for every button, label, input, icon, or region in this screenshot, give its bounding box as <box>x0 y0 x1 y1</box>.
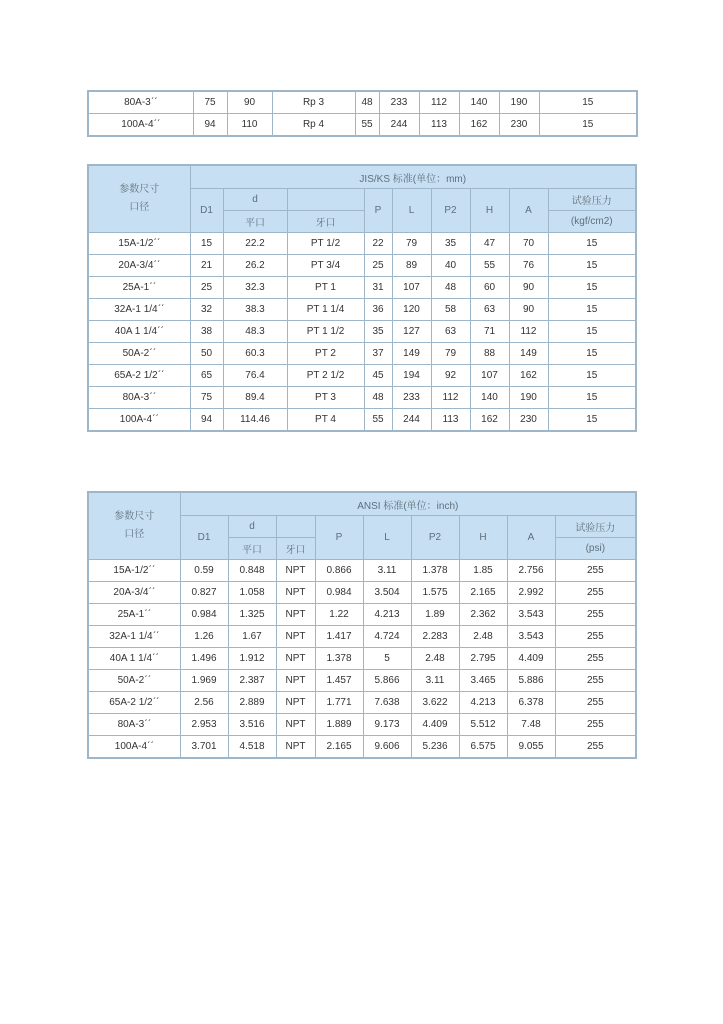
table-cell: 32 <box>190 299 223 321</box>
table-cell: PT 2 <box>287 343 364 365</box>
table-cell: 3.701 <box>180 736 228 759</box>
table-row <box>88 736 636 759</box>
col-test-pressure: 试验压力 <box>555 516 636 538</box>
table-row <box>88 91 637 114</box>
table-cell: 162 <box>459 114 499 137</box>
row-size-cell: 32A-1 1/4ˊˊ <box>88 626 180 648</box>
table-cell: 55 <box>364 409 392 432</box>
table-cell: 255 <box>555 736 636 759</box>
table-cell: 1.058 <box>228 582 276 604</box>
table-cell: 3.11 <box>363 560 411 582</box>
table-cell: 25 <box>364 255 392 277</box>
col-d-thread: 牙口 <box>287 211 364 233</box>
row-size-cell: 65A-2 1/2ˊˊ <box>88 692 180 714</box>
table-cell: 21 <box>190 255 223 277</box>
table-cell: 127 <box>392 321 431 343</box>
col-d-spacer <box>287 189 364 211</box>
table-cell: 255 <box>555 604 636 626</box>
col-d-spacer <box>276 516 315 538</box>
table-cell: 15 <box>190 233 223 255</box>
table-row <box>88 648 636 670</box>
table-cell: 7.48 <box>507 714 555 736</box>
table-cell: 2.992 <box>507 582 555 604</box>
table-cell: 2.48 <box>411 648 459 670</box>
table-cell: 75 <box>190 387 223 409</box>
table-cell: 55 <box>355 114 379 137</box>
table-cell: 0.984 <box>180 604 228 626</box>
size-header <box>88 165 190 233</box>
table-cell: 4.518 <box>228 736 276 759</box>
table-cell: 255 <box>555 714 636 736</box>
table-cell: 162 <box>470 409 509 432</box>
table-cell: 1.889 <box>315 714 363 736</box>
table-cell: 3.11 <box>411 670 459 692</box>
table-cell: 4.409 <box>507 648 555 670</box>
table-cell: 2.756 <box>507 560 555 582</box>
table-cell: 65 <box>190 365 223 387</box>
col-test-pressure: 试验压力 <box>548 189 636 211</box>
table-cell: 1.912 <box>228 648 276 670</box>
table-cell: 90 <box>227 91 272 114</box>
table-cell: 79 <box>431 343 470 365</box>
table-cell: 149 <box>509 343 548 365</box>
table-cell: 35 <box>364 321 392 343</box>
table-cell: 5.236 <box>411 736 459 759</box>
table-cell: 2.283 <box>411 626 459 648</box>
table-cell: 0.827 <box>180 582 228 604</box>
table-cell: PT 1 1/4 <box>287 299 364 321</box>
table-cell: 120 <box>392 299 431 321</box>
row-size-cell: 80A-3ˊˊ <box>88 91 193 114</box>
table-cell: 4.213 <box>459 692 507 714</box>
row-size-cell: 40A 1 1/4ˊˊ <box>88 648 180 670</box>
table-cell: 1.378 <box>411 560 459 582</box>
table-cell: 255 <box>555 648 636 670</box>
table-row <box>88 387 636 409</box>
table-cell: 1.457 <box>315 670 363 692</box>
table-cell: 22 <box>364 233 392 255</box>
row-size-cell: 32A-1 1/4ˊˊ <box>88 299 190 321</box>
table-title: ANSI 标准(单位：inch) <box>180 492 636 516</box>
row-size-cell: 20A-3/4ˊˊ <box>88 255 190 277</box>
table-cell: 32.3 <box>223 277 287 299</box>
table-cell: PT 1 <box>287 277 364 299</box>
table-cell: 15 <box>539 91 637 114</box>
table-cell: 22.2 <box>223 233 287 255</box>
col-d-flat: 平口 <box>223 211 287 233</box>
table-row <box>88 714 636 736</box>
row-size-cell: 50A-2ˊˊ <box>88 343 190 365</box>
table-cell: Rp 3 <box>272 91 355 114</box>
table-cell: 190 <box>499 91 539 114</box>
table-cell: 15 <box>539 114 637 137</box>
table-row <box>88 409 636 432</box>
table-cell: 94 <box>193 114 227 137</box>
table-cell: 60.3 <box>223 343 287 365</box>
table-cell: 162 <box>509 365 548 387</box>
ansi-table-body <box>88 560 636 759</box>
table-cell: 2.165 <box>315 736 363 759</box>
table-cell: 1.417 <box>315 626 363 648</box>
table-cell: NPT <box>276 604 315 626</box>
table-cell: PT 3 <box>287 387 364 409</box>
table-cell: 47 <box>470 233 509 255</box>
table-cell: PT 1/2 <box>287 233 364 255</box>
table-row <box>88 114 637 137</box>
table-cell: 0.866 <box>315 560 363 582</box>
table-cell: 15 <box>548 321 636 343</box>
table-row <box>88 321 636 343</box>
table-cell: 55 <box>470 255 509 277</box>
table-cell: 38.3 <box>223 299 287 321</box>
table-cell: 1.67 <box>228 626 276 648</box>
table-cell: 79 <box>392 233 431 255</box>
table-cell: 3.622 <box>411 692 459 714</box>
row-size-cell: 100A-4ˊˊ <box>88 114 193 137</box>
table-cell: 2.795 <box>459 648 507 670</box>
table-row <box>88 692 636 714</box>
col-l: L <box>392 189 431 233</box>
table-cell: 2.165 <box>459 582 507 604</box>
table-cell: 3.504 <box>363 582 411 604</box>
table-row <box>88 582 636 604</box>
table-cell: NPT <box>276 692 315 714</box>
table-cell: 15 <box>548 365 636 387</box>
table-cell: 107 <box>392 277 431 299</box>
col-test-unit: (psi) <box>555 538 636 560</box>
table-cell: 4.409 <box>411 714 459 736</box>
row-size-cell: 15A-1/2ˊˊ <box>88 233 190 255</box>
table-cell: 1.496 <box>180 648 228 670</box>
table-cell: 107 <box>470 365 509 387</box>
table-row <box>88 277 636 299</box>
table-cell: 76.4 <box>223 365 287 387</box>
table-cell: 1.22 <box>315 604 363 626</box>
table-cell: 92 <box>431 365 470 387</box>
table-cell: 15 <box>548 255 636 277</box>
row-size-cell: 25A-1ˊˊ <box>88 604 180 626</box>
table-cell: 5 <box>363 648 411 670</box>
table-cell: 3.543 <box>507 604 555 626</box>
table-cell: 90 <box>509 277 548 299</box>
table-cell: 5.866 <box>363 670 411 692</box>
table-cell: 15 <box>548 277 636 299</box>
table-cell: NPT <box>276 714 315 736</box>
table-cell: 1.89 <box>411 604 459 626</box>
table-cell: 1.575 <box>411 582 459 604</box>
col-d1: D1 <box>180 516 228 560</box>
table-row <box>88 343 636 365</box>
table-cell: 2.889 <box>228 692 276 714</box>
table-cell: 3.516 <box>228 714 276 736</box>
table-cell: 9.606 <box>363 736 411 759</box>
col-h: H <box>459 516 507 560</box>
table-cell: 94 <box>190 409 223 432</box>
table-cell: 88 <box>470 343 509 365</box>
table-cell: 244 <box>379 114 419 137</box>
table-cell: 70 <box>509 233 548 255</box>
col-l: L <box>363 516 411 560</box>
table-row <box>88 365 636 387</box>
table-cell: 38 <box>190 321 223 343</box>
table-cell: PT 1 1/2 <box>287 321 364 343</box>
table-cell: 35 <box>431 233 470 255</box>
col-a: A <box>509 189 548 233</box>
table-cell: 6.575 <box>459 736 507 759</box>
table-cell: 2.56 <box>180 692 228 714</box>
table-cell: 50 <box>190 343 223 365</box>
table-cell: 230 <box>499 114 539 137</box>
table-cell: 26.2 <box>223 255 287 277</box>
table-cell: 4.213 <box>363 604 411 626</box>
table-cell: 113 <box>419 114 459 137</box>
table-cell: 112 <box>419 91 459 114</box>
table-cell: 2.953 <box>180 714 228 736</box>
table-title: JIS/KS 标准(单位：mm) <box>190 165 636 189</box>
table-cell: 233 <box>392 387 431 409</box>
table-cell: NPT <box>276 736 315 759</box>
col-h: H <box>470 189 509 233</box>
col-p2: P2 <box>411 516 459 560</box>
table-cell: 2.387 <box>228 670 276 692</box>
table-cell: 1.26 <box>180 626 228 648</box>
table-cell: 6.378 <box>507 692 555 714</box>
table-cell: 255 <box>555 626 636 648</box>
table-cell: 75 <box>193 91 227 114</box>
table-cell: 15 <box>548 233 636 255</box>
table-cell: 89.4 <box>223 387 287 409</box>
row-size-cell: 15A-1/2ˊˊ <box>88 560 180 582</box>
table-cell: PT 3/4 <box>287 255 364 277</box>
row-size-cell: 40A 1 1/4ˊˊ <box>88 321 190 343</box>
table-cell: 25 <box>190 277 223 299</box>
table-cell: PT 2 1/2 <box>287 365 364 387</box>
table-cell: 9.173 <box>363 714 411 736</box>
table-cell: 15 <box>548 343 636 365</box>
table-cell: 15 <box>548 387 636 409</box>
table-cell: 255 <box>555 692 636 714</box>
table-cell: 7.638 <box>363 692 411 714</box>
table-cell: 48 <box>355 91 379 114</box>
col-p: P <box>315 516 363 560</box>
table-cell: 0.848 <box>228 560 276 582</box>
table-row <box>88 670 636 692</box>
top-table-body <box>88 91 637 136</box>
table-cell: 5.512 <box>459 714 507 736</box>
row-size-cell: 65A-2 1/2ˊˊ <box>88 365 190 387</box>
table-cell: Rp 4 <box>272 114 355 137</box>
table-cell: 71 <box>470 321 509 343</box>
ansi-table <box>87 491 637 759</box>
table-cell: 2.48 <box>459 626 507 648</box>
table-cell: NPT <box>276 560 315 582</box>
table-cell: 9.055 <box>507 736 555 759</box>
table-cell: 0.59 <box>180 560 228 582</box>
row-size-cell: 80A-3ˊˊ <box>88 714 180 736</box>
jis-ks-table <box>87 164 637 432</box>
col-test-unit: (kgf/cm2) <box>548 211 636 233</box>
table-cell: 112 <box>431 387 470 409</box>
table-cell: 244 <box>392 409 431 432</box>
table-cell: PT 4 <box>287 409 364 432</box>
table-cell: 255 <box>555 560 636 582</box>
row-size-cell: 25A-1ˊˊ <box>88 277 190 299</box>
table-row <box>88 233 636 255</box>
row-size-cell: 20A-3/4ˊˊ <box>88 582 180 604</box>
table-cell: 1.771 <box>315 692 363 714</box>
table-cell: 113 <box>431 409 470 432</box>
table-row <box>88 255 636 277</box>
table-cell: 76 <box>509 255 548 277</box>
table-cell: 1.378 <box>315 648 363 670</box>
row-size-cell: 80A-3ˊˊ <box>88 387 190 409</box>
table-cell: 15 <box>548 299 636 321</box>
table-cell: 63 <box>431 321 470 343</box>
col-p2: P2 <box>431 189 470 233</box>
table-cell: 114.46 <box>223 409 287 432</box>
col-d-flat: 平口 <box>228 538 276 560</box>
table-row <box>88 604 636 626</box>
table-row <box>88 560 636 582</box>
table-cell: 58 <box>431 299 470 321</box>
table-cell: 190 <box>509 387 548 409</box>
table-cell: 0.984 <box>315 582 363 604</box>
table-cell: NPT <box>276 648 315 670</box>
table-cell: 255 <box>555 670 636 692</box>
table-cell: 233 <box>379 91 419 114</box>
table-cell: 36 <box>364 299 392 321</box>
table-row <box>88 299 636 321</box>
table-cell: 48.3 <box>223 321 287 343</box>
table-cell: 48 <box>364 387 392 409</box>
table-cell: NPT <box>276 670 315 692</box>
col-d-thread: 牙口 <box>276 538 315 560</box>
table-cell: 48 <box>431 277 470 299</box>
size-header-label: 参数尺寸 口径 <box>119 184 160 213</box>
col-a: A <box>507 516 555 560</box>
table-cell: NPT <box>276 582 315 604</box>
table-cell: 194 <box>392 365 431 387</box>
table-cell: 63 <box>470 299 509 321</box>
col-d: d <box>228 516 276 538</box>
table-cell: 1.325 <box>228 604 276 626</box>
table-cell: 31 <box>364 277 392 299</box>
jis-table-body <box>88 233 636 432</box>
table-cell: 1.969 <box>180 670 228 692</box>
col-d: d <box>223 189 287 211</box>
table-cell: 1.85 <box>459 560 507 582</box>
table-cell: 60 <box>470 277 509 299</box>
table-cell: 112 <box>509 321 548 343</box>
table-cell: 4.724 <box>363 626 411 648</box>
table-cell: 15 <box>548 409 636 432</box>
table-cell: 140 <box>470 387 509 409</box>
table-cell: 45 <box>364 365 392 387</box>
top-partial-table <box>87 90 638 137</box>
row-size-cell: 50A-2ˊˊ <box>88 670 180 692</box>
table-cell: 90 <box>509 299 548 321</box>
table-cell: 255 <box>555 582 636 604</box>
col-p: P <box>364 189 392 233</box>
row-size-cell: 100A-4ˊˊ <box>88 736 180 759</box>
size-header-label: 参数尺寸 口径 <box>114 511 155 540</box>
table-cell: 2.362 <box>459 604 507 626</box>
col-d1: D1 <box>190 189 223 233</box>
size-header <box>88 492 180 560</box>
table-row <box>88 626 636 648</box>
table-cell: 3.465 <box>459 670 507 692</box>
table-cell: 5.886 <box>507 670 555 692</box>
table-cell: 37 <box>364 343 392 365</box>
table-cell: 140 <box>459 91 499 114</box>
table-cell: NPT <box>276 626 315 648</box>
table-cell: 149 <box>392 343 431 365</box>
row-size-cell: 100A-4ˊˊ <box>88 409 190 432</box>
table-cell: 40 <box>431 255 470 277</box>
table-cell: 110 <box>227 114 272 137</box>
table-cell: 89 <box>392 255 431 277</box>
table-cell: 3.543 <box>507 626 555 648</box>
table-cell: 230 <box>509 409 548 432</box>
